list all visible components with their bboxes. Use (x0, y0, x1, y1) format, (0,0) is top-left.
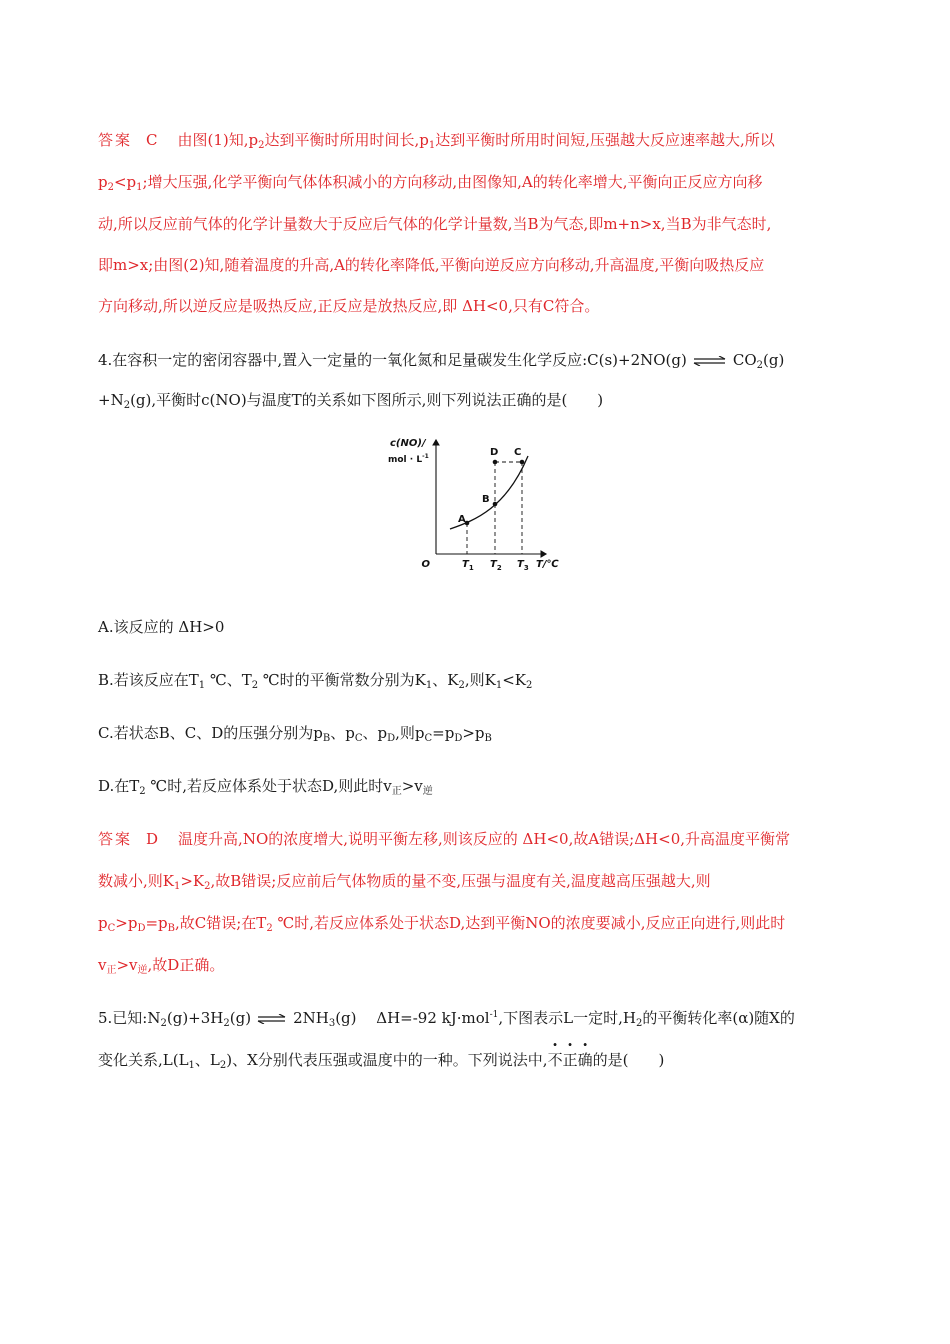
subscript: 2 (123, 400, 131, 411)
subscript: 逆 (137, 965, 148, 976)
subscript: 1 (136, 182, 143, 193)
subscript: 2 (458, 680, 465, 691)
subscript: 2 (139, 786, 146, 797)
x-axis-label: T/℃ (536, 559, 559, 570)
t3-tick-label: $T_3$ (517, 559, 529, 572)
answer-text: =p (145, 914, 168, 932)
answer-text: <p (113, 173, 137, 191)
subscript: D (454, 733, 463, 744)
option-text: 、K (432, 671, 459, 689)
question-text: (g)+3H (166, 1009, 224, 1027)
point-d (493, 460, 498, 465)
answer3-line1 (98, 130, 775, 150)
answer-text: ,故D正确。 (147, 956, 225, 974)
subscript: D (387, 733, 396, 744)
subscript: C (107, 923, 116, 934)
answer-label: 答案 (98, 830, 133, 848)
subscript: C (354, 733, 363, 744)
cno-temperature-figure (388, 432, 572, 584)
option-text: D.在T (98, 777, 140, 795)
answer-text: >p (115, 914, 138, 932)
option-text: ℃时,若反应体系处于状态D,则此时v (145, 777, 392, 795)
answer-text: 由图(1)知,p (177, 131, 259, 149)
option-text: >v (401, 777, 423, 795)
answer3-line4: 即m>x;由图(2)知,随着温度的升高,A的转化率降低,平衡向逆反应方向移动,升高温度,平衡向吸热反应 (98, 256, 765, 274)
subscript: 2 (223, 1018, 230, 1029)
y-axis-unit: mol · $L^{-1}$ (388, 453, 429, 465)
subscript: 2 (525, 680, 533, 691)
subscript: 2 (635, 1018, 643, 1029)
answer-text: ;增大压强,化学平衡向气体体积减小的方向移动,由图像知,A的转化率增大,平衡向正反应方向移 (142, 173, 763, 191)
answer4-line3 (98, 913, 785, 933)
answer3-line3: 动,所以反应前气体的化学计量数大于反应后气体的化学计量数,当B为气态,即m+n>x,当B为非气态时, (98, 215, 772, 233)
answer3-line5: 方向移动,所以逆反应是吸热反应,正反应是放热反应,即 ΔH<0,只有C符合。 (98, 297, 600, 315)
q4-line1 (98, 350, 784, 370)
option-text: ℃、T (205, 671, 252, 689)
equilibrium-arrow-icon (257, 1014, 287, 1024)
subscript: B (167, 923, 175, 934)
question-text: 的是( ) (592, 1051, 665, 1069)
t2-tick-label: $T_2$ (490, 559, 502, 572)
subscript: D (137, 923, 146, 934)
question-text: )、X分别代表压强或温度中的一种。下列说法中, (226, 1051, 548, 1069)
answer-choice: D (146, 830, 159, 848)
subscript: 1 (428, 140, 436, 151)
answer-text: 温度升高,NO的浓度增大,说明平衡左移,则该反应的 ΔH<0,故A错误;ΔH<0,升高温度平衡常 (178, 830, 791, 848)
subscript: 2 (219, 1060, 227, 1071)
superscript: -1 (489, 1010, 499, 1020)
question-text: (g),平衡时c(NO)与温度T的关系如下图所示,则下列说法正确的是( ) (130, 391, 604, 409)
answer-choice: C (146, 131, 158, 149)
subscript: 2 (756, 360, 764, 371)
option-text: 、p (362, 724, 388, 742)
subscript: 1 (173, 881, 181, 892)
option-text: =p (432, 724, 455, 742)
question-text: 2NH (293, 1009, 329, 1027)
point-c (520, 460, 525, 465)
question-text: CO (732, 351, 757, 369)
question-text: 的平衡转化率(α)随X的 (642, 1009, 795, 1027)
answer-text: 数减小,则K (98, 872, 174, 890)
t1-tick-label: $T_1$ (462, 559, 474, 572)
subscript: 1 (198, 680, 206, 691)
y-axis-label: c(NO)/ (390, 438, 426, 449)
point-b (493, 502, 498, 507)
answer3-line2 (98, 172, 763, 192)
question-text: 变化关系,L(L (98, 1051, 189, 1069)
subscript: 逆 (422, 786, 433, 797)
subscript: 正 (391, 786, 402, 797)
question-text: ,下图表示L一定时,H (498, 1009, 636, 1027)
answer-text: ,故B错误;反应前后气体物质的量不变,压强与温度有关,温度越高压强越大,则 (210, 872, 711, 890)
option-b (98, 670, 532, 690)
point-a-label: A (458, 514, 466, 525)
emphasis-char: 不 (547, 1051, 563, 1069)
q5-line1 (98, 1008, 795, 1028)
origin-label: O (421, 559, 430, 570)
option-d (98, 776, 433, 796)
subscript: 2 (204, 881, 211, 892)
subscript: 3 (328, 1018, 336, 1029)
answer-text: p (98, 173, 108, 191)
answer4-line2 (98, 871, 711, 891)
option-text: >p (462, 724, 485, 742)
option-text: C.若状态B、C、D的压强分别为p (98, 724, 323, 742)
option-text: ,则p (395, 724, 425, 742)
point-c-label: C (514, 447, 522, 458)
subscript: 2 (266, 923, 273, 934)
option-text: ,则K (464, 671, 496, 689)
question-text: 5.已知:N (98, 1009, 161, 1027)
subscript: B (484, 733, 492, 744)
option-text: <K (502, 671, 526, 689)
equilibrium-arrow-icon (693, 356, 727, 366)
option-text: 、p (330, 724, 355, 742)
question-text: +N (98, 391, 124, 409)
subscript: 1 (425, 680, 433, 691)
subscript: B (322, 733, 331, 744)
subscript: 2 (160, 1018, 167, 1029)
question-text: 4.在容积一定的密闭容器中,置入一定量的一氧化氮和足量碳发生化学反应:C(s)+2NO(g) (98, 351, 687, 369)
subscript: C (424, 733, 433, 744)
answer4-line1 (98, 829, 790, 849)
option-c (98, 723, 492, 743)
q4-line2 (98, 390, 603, 410)
answer-text: p (98, 914, 108, 932)
subscript: 2 (107, 182, 114, 193)
answer-text: >K (180, 872, 205, 890)
subscript: 2 (258, 140, 265, 151)
emphasis-char: 确 (577, 1051, 593, 1069)
subscript: 1 (495, 680, 503, 691)
answer4-line4 (98, 955, 224, 975)
subscript: 1 (188, 1060, 195, 1071)
option-text: B.若该反应在T (98, 671, 199, 689)
answer-text: 达到平衡时所用时间长,p (264, 131, 429, 149)
answer-label: 答案 (98, 131, 133, 149)
emphasis-char: 正 (562, 1051, 578, 1069)
answer-text: 达到平衡时所用时间短,压强越大反应速率越大,所以 (435, 131, 775, 149)
subscript: 2 (251, 680, 259, 691)
answer-text: >v (116, 956, 138, 974)
question-text: (g) ΔH=-92 kJ·mol (335, 1009, 490, 1027)
option-a: A.该反应的 ΔH>0 (98, 618, 225, 636)
subscript: 正 (106, 965, 117, 976)
question-text: (g) (763, 351, 785, 369)
answer-text: ,故C错误;在T (175, 914, 267, 932)
q5-line2 (98, 1050, 664, 1070)
answer-text: ℃时,若反应体系处于状态D,达到平衡NO的浓度要减小,反应正向进行,则此时 (272, 914, 786, 932)
question-text: (g) (229, 1009, 252, 1027)
point-d-label: D (490, 447, 499, 458)
answer-text: v (98, 956, 107, 974)
question-text: 、L (194, 1051, 220, 1069)
point-b-label: B (482, 494, 490, 505)
option-text: ℃时的平衡常数分别为K (258, 671, 426, 689)
